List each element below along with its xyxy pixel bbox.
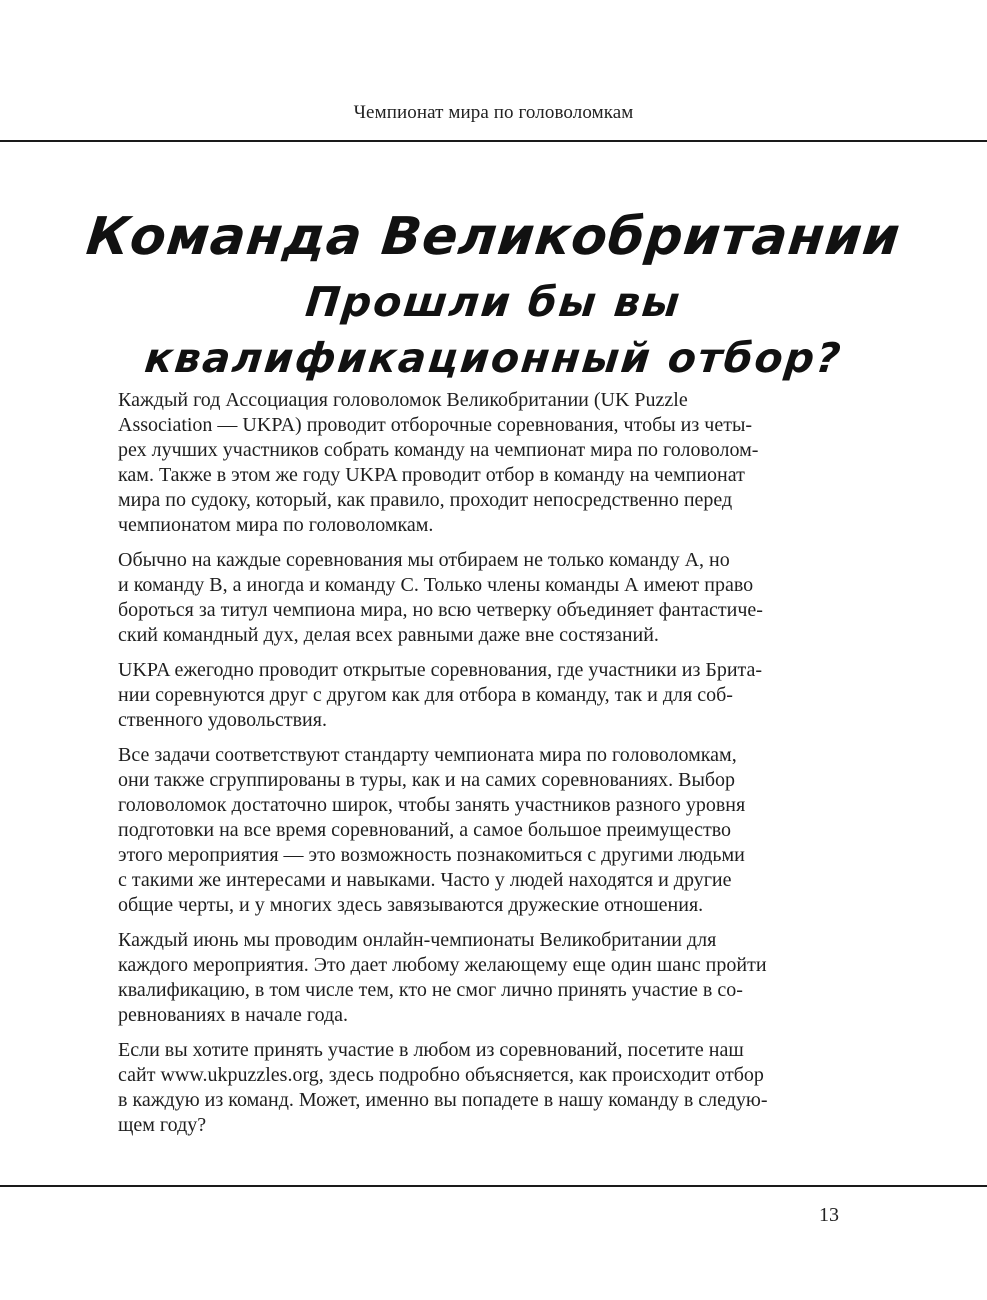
text-line: Association — UKPA) проводит отборочные соревнования, чтобы из четы- [118, 414, 753, 436]
text-line: Все задачи соответствуют стандарту чемпионата мира по головоломкам, [118, 744, 737, 766]
title-sub-line-1: Прошли бы вы [303, 278, 684, 326]
text-line: подготовки на все время соревнований, а самое большое преимущество [118, 819, 732, 841]
text-line: чемпионатом мира по головоломкам. [118, 514, 434, 536]
text-line: кам. Также в этом же году UKPA проводит отбор в команду на чемпионат [118, 464, 745, 486]
text-line: нии соревнуются друг с другом как для отбора в команду, так и для соб- [118, 684, 733, 706]
running-head: Чемпионат мира по головоломкам [353, 102, 634, 123]
paragraph [118, 743, 840, 918]
title-sub-line-2: квалификационный отбор? [142, 334, 845, 382]
title-main: Команда Великобритании [83, 207, 904, 267]
text-line: Если вы хотите принять участие в любом из соревнований, посетите наш [118, 1039, 744, 1061]
header-rule [0, 140, 987, 142]
paragraph [118, 658, 840, 733]
text-line: мира по судоку, который, как правило, проходит непосредственно перед [118, 489, 733, 511]
paragraph [118, 928, 840, 1028]
text-line: сайт www.ukpuzzles.org, здесь подробно объясняется, как происходит отбор [118, 1064, 764, 1086]
text-line: Каждый год Ассоциация головоломок Великобритании (UK Puzzle [118, 389, 688, 411]
text-line: рех лучших участников собрать команду на чемпионат мира по головолом- [118, 439, 759, 461]
text-line: ревнованиях в начале года. [118, 1004, 349, 1026]
text-line: ский командный дух, делая всех равными даже вне состязаний. [118, 624, 659, 646]
text-line: в каждую из команд. Может, именно вы попадете в нашу команду в следую- [118, 1089, 768, 1111]
chapter-title [0, 200, 987, 386]
text-line: головоломок достаточно широк, чтобы занять участников разного уровня [118, 794, 746, 816]
text-line: квалификацию, в том числе тем, кто не смог лично принять участие в со- [118, 979, 743, 1001]
text-line: с такими же интересами и навыками. Часто у людей находятся и другие [118, 869, 732, 891]
text-line: ственного удовольствия. [118, 709, 327, 731]
body-text [118, 388, 840, 1148]
text-line: бороться за титул чемпиона мира, но всю четверку объединяет фантастиче- [118, 599, 763, 621]
paragraph [118, 388, 840, 538]
text-line: Каждый июнь мы проводим онлайн-чемпионаты Великобритании для [118, 929, 717, 951]
paragraph [118, 1038, 840, 1138]
text-line: щем году? [118, 1114, 207, 1136]
paragraph [118, 548, 840, 648]
text-line: общие черты, и у многих здесь завязываются дружеские отношения. [118, 894, 704, 916]
text-line: каждого мероприятия. Это дает любому желающему еще один шанс пройти [118, 954, 767, 976]
text-line: UKPA ежегодно проводит открытые соревнования, где участники из Брита- [118, 659, 763, 681]
text-line: этого мероприятия — это возможность познакомиться с другими людьми [118, 844, 745, 866]
footer-rule [0, 1185, 987, 1187]
text-line: и команду В, а иногда и команду С. Только члены команды А имеют право [118, 574, 754, 596]
text-line: они также сгруппированы в туры, как и на самих соревнованиях. Выбор [118, 769, 736, 791]
text-line: Обычно на каждые соревнования мы отбираем не только команду А, но [118, 549, 730, 571]
page-number: 13 [819, 1204, 839, 1226]
